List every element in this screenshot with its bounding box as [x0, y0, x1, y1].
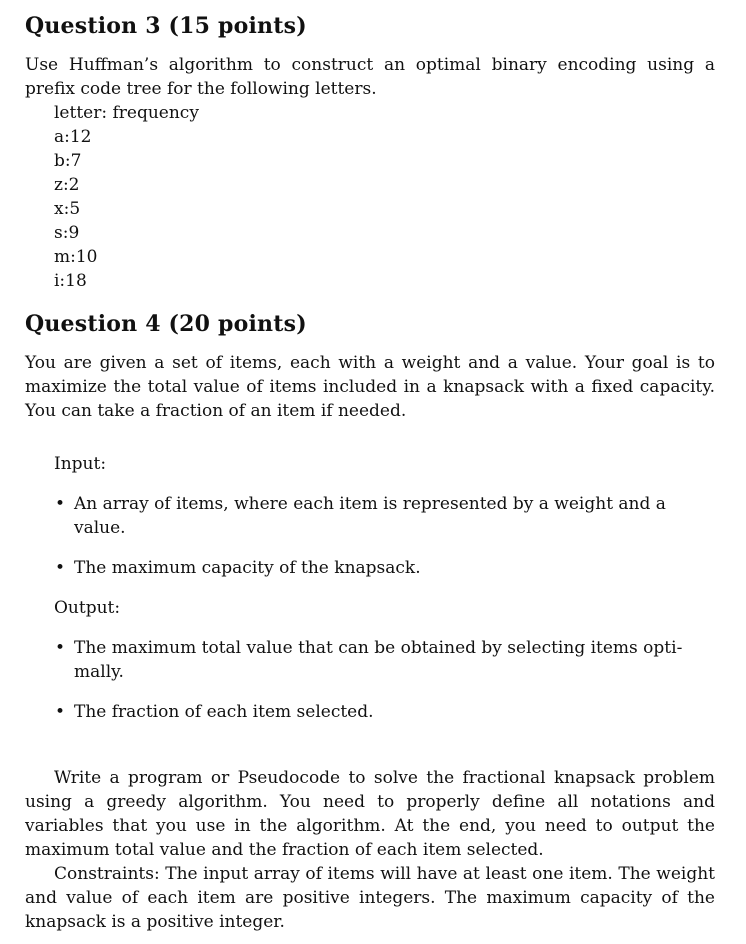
- frequency-item: m:10: [54, 247, 98, 267]
- bullet-icon: •: [55, 638, 66, 658]
- io-section: [25, 452, 715, 724]
- frequency-item: i:18: [54, 271, 87, 291]
- input-label: Input:: [54, 454, 107, 474]
- input-item: [54, 492, 715, 540]
- output-item: [54, 700, 715, 724]
- output-item-text: The fraction of each item selected.: [74, 702, 374, 722]
- question-3-intro: Use Huffman’s algorithm to construct an optimal binary encoding using a prefix code tree for the following letters.: [25, 55, 715, 99]
- input-item-text: An array of items, where each item is represented by a weight and a value.: [74, 494, 666, 538]
- bullet-icon: •: [55, 558, 66, 578]
- bullet-icon: •: [55, 494, 66, 514]
- input-item: [54, 556, 715, 580]
- output-item: [54, 636, 715, 684]
- document-page: [25, 12, 715, 934]
- frequency-item: z:2: [54, 175, 80, 195]
- frequency-list: [25, 101, 715, 293]
- frequency-item: s:9: [54, 223, 80, 243]
- frequency-item: b:7: [54, 151, 82, 171]
- question-4-intro: You are given a set of items, each with a weight and a value. Your goal is to maximize the total value of items included in a knapsack with a fixed capacity. You can take a fraction of an item if needed.: [25, 353, 715, 421]
- input-list: [54, 492, 715, 580]
- question-4-title: Question 4 (20 points): [25, 311, 307, 337]
- output-label: Output:: [54, 598, 121, 618]
- output-list: [54, 636, 715, 724]
- input-item-text: The maximum capacity of the knapsack.: [74, 558, 421, 578]
- question-3-title: Question 3 (15 points): [25, 13, 307, 39]
- frequency-list-header: letter: frequency: [54, 103, 199, 123]
- bullet-icon: •: [55, 702, 66, 722]
- constraints-paragraph: Constraints: The input array of items will have at least one item. The weight and value of each item are positive integers. The maximum capacity of the knapsack is a positive integer.: [25, 864, 715, 932]
- frequency-item: a:12: [54, 127, 92, 147]
- task-paragraph: Write a program or Pseudocode to solve the fractional knapsack problem using a greedy algorithm. You need to properly define all notations and variables that you use in the algorithm. At the end, you need to output the maximum total value and the fraction of each item selected.: [25, 768, 715, 860]
- frequency-item: x:5: [54, 199, 81, 219]
- output-item-text: The maximum total value that can be obtained by selecting items opti-mally.: [74, 638, 683, 682]
